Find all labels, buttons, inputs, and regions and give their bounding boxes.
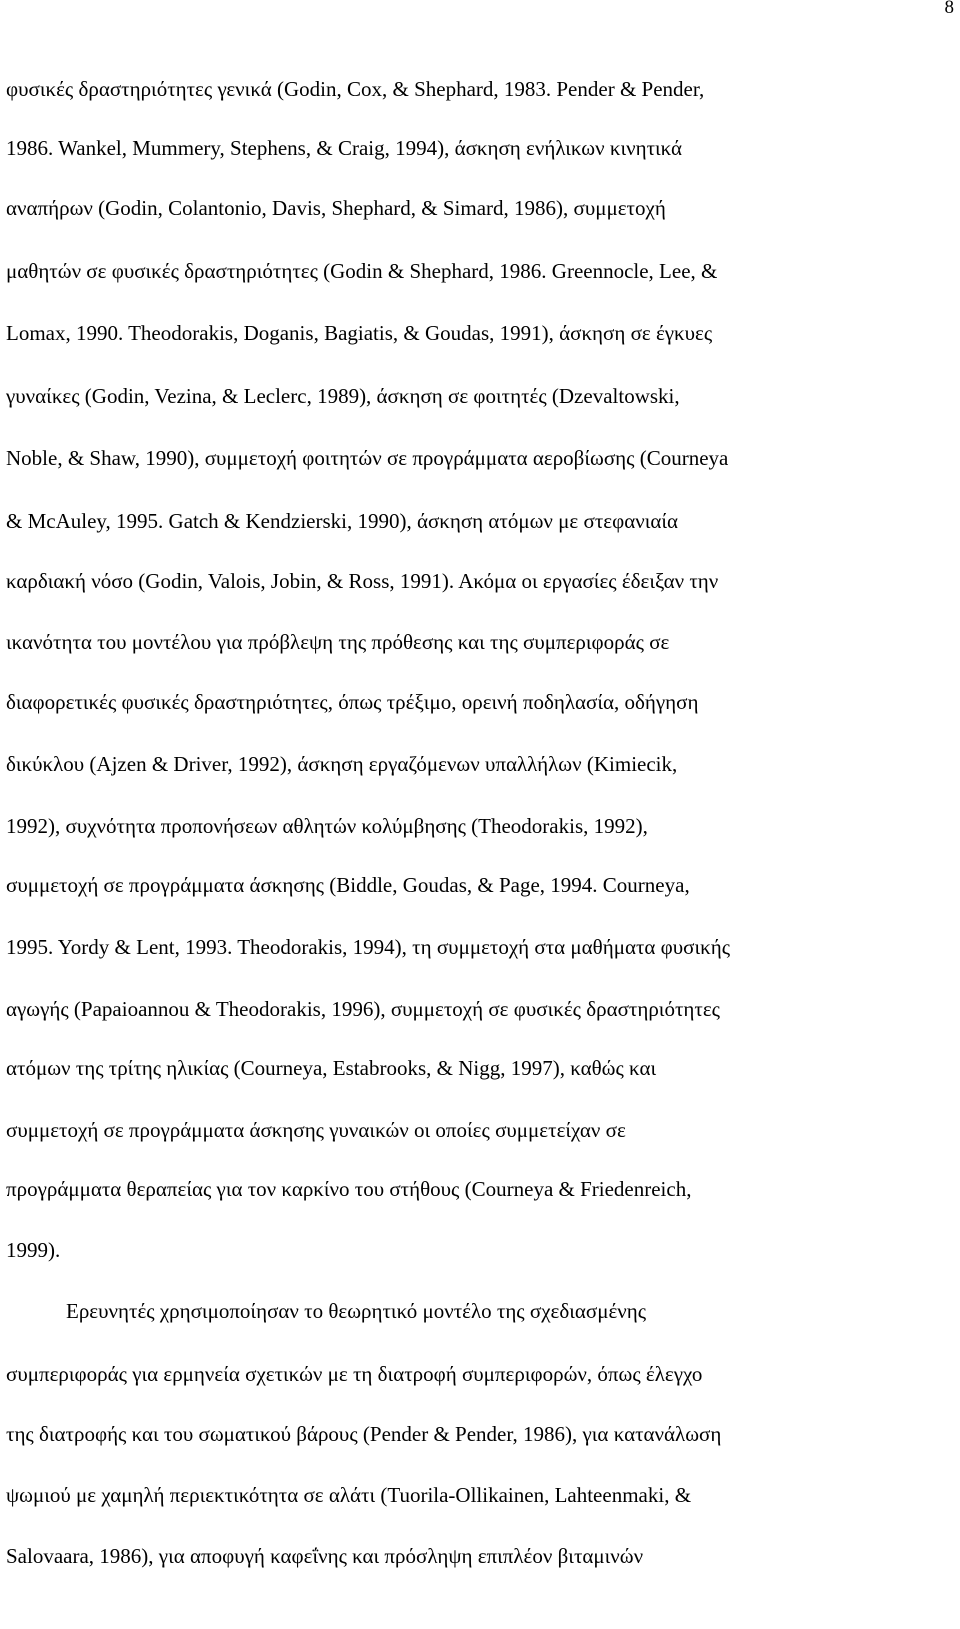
paragraph-first-line: Ερευνητές χρησιμοποίησαν το θεωρητικό μοντέλο της σχεδιασμένης bbox=[66, 1299, 647, 1323]
text-line: διαφορετικές φυσικές δραστηριότητες, όπως τρέξιμο, ορεινή ποδηλασία, οδήγηση bbox=[6, 690, 699, 714]
text-line: ικανότητα του μοντέλου για πρόβλεψη της πρόθεσης και της συμπεριφοράς σε bbox=[6, 630, 670, 654]
page-number: 8 bbox=[944, 0, 954, 18]
text-line: Salovaara, 1986), για αποφυγή καφεΐνης και πρόσληψη επιπλέον βιταμινών bbox=[6, 1544, 644, 1568]
text-line: συμμετοχή σε προγράμματα άσκησης γυναικών οι οποίες συμμετείχαν σε bbox=[6, 1118, 626, 1142]
text-line: Lomax, 1990. Theodorakis, Doganis, Bagiatis, & Goudas, 1991), άσκηση σε έγκυες bbox=[6, 321, 713, 345]
text-line: ψωμιού με χαμηλή περιεκτικότητα σε αλάτι (Tuorila-Ollikainen, Lahteenmaki, & bbox=[6, 1483, 692, 1507]
text-line: δικύκλου (Ajzen & Driver, 1992), άσκηση εργαζόμενων υπαλλήλων (Kimiecik, bbox=[6, 752, 678, 776]
text-line: καρδιακή νόσο (Godin, Valois, Jobin, & Ross, 1991). Ακόμα οι εργασίες έδειξαν την bbox=[6, 569, 719, 593]
text-line: συμμετοχή σε προγράμματα άσκησης (Biddle, Goudas, & Page, 1994. Courneya, bbox=[6, 873, 690, 897]
text-line: αναπήρων (Godin, Colantonio, Davis, Shephard, & Simard, 1986), συμμετοχή bbox=[6, 196, 666, 220]
text-line: 1995. Yordy & Lent, 1993. Theodorakis, 1994), τη συμμετοχή στα μαθήματα φυσικής bbox=[6, 935, 731, 959]
text-line: αγωγής (Papaioannou & Theodorakis, 1996), συμμετοχή σε φυσικές δραστηριότητες bbox=[6, 997, 720, 1021]
text-line: μαθητών σε φυσικές δραστηριότητες (Godin & Shephard, 1986. Greennocle, Lee, & bbox=[6, 259, 718, 283]
text-line: προγράμματα θεραπείας για τον καρκίνο του στήθους (Courneya & Friedenreich, bbox=[6, 1177, 692, 1201]
text-line: & McAuley, 1995. Gatch & Kendzierski, 1990), άσκηση ατόμων με στεφανιαία bbox=[6, 509, 678, 533]
text-line: της διατροφής και του σωματικού βάρους (Pender & Pender, 1986), για κατανάλωση bbox=[6, 1422, 722, 1446]
text-line: 1999). bbox=[6, 1238, 61, 1262]
text-line: 1992), συχνότητα προπονήσεων αθλητών κολύμβησης (Theodorakis, 1992), bbox=[6, 814, 648, 838]
text-line: Noble, & Shaw, 1990), συμμετοχή φοιτητών σε προγράμματα αεροβίωσης (Courneya bbox=[6, 446, 729, 470]
text-line: γυναίκες (Godin, Vezina, & Leclerc, 1989), άσκηση σε φοιτητές (Dzevaltowski, bbox=[6, 384, 680, 408]
text-line: φυσικές δραστηριότητες γενικά (Godin, Cox, & Shephard, 1983. Pender & Pender, bbox=[6, 77, 705, 101]
text-line: συμπεριφοράς για ερμηνεία σχετικών με τη διατροφή συμπεριφορών, όπως έλεγχο bbox=[6, 1362, 703, 1386]
text-line: ατόμων της τρίτης ηλικίας (Courneya, Estabrooks, & Nigg, 1997), καθώς και bbox=[6, 1056, 657, 1080]
text-line: 1986. Wankel, Mummery, Stephens, & Craig, 1994), άσκηση ενήλικων κινητικά bbox=[6, 136, 683, 160]
